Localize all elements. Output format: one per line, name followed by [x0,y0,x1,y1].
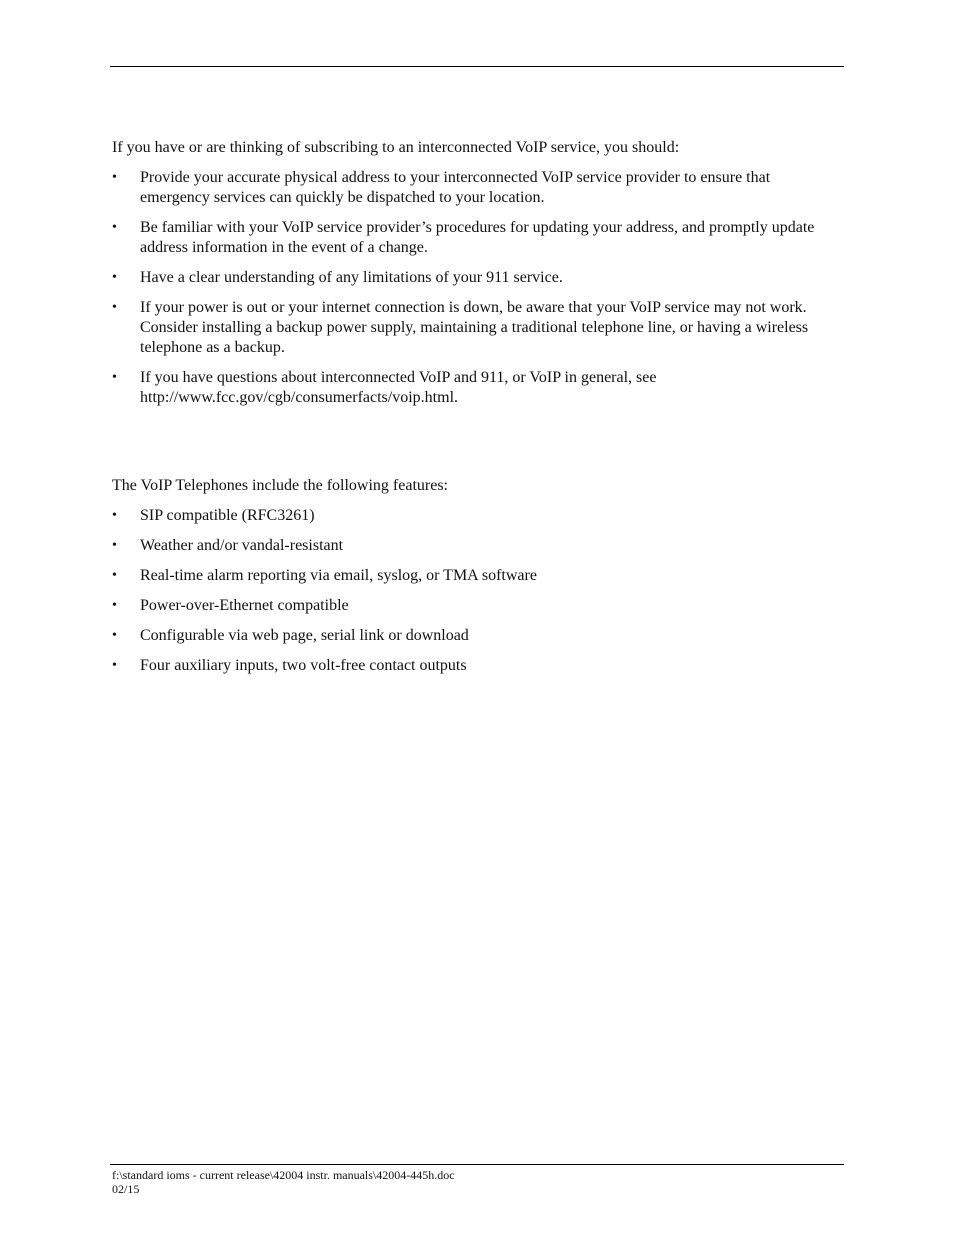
bullet-icon: • [112,658,117,673]
bullet-icon: • [112,628,117,643]
footer-rule [110,1164,844,1165]
list-item: • Weather and/or vandal-resistant [112,537,344,554]
page-footer [112,1168,455,1196]
bullet-icon: • [112,270,117,285]
bullet-icon: • [112,170,117,185]
list-item: • Provide your accurate physical address to your interconnected VoIP service provider to ensure that emergency services can quickly be dispatched to your location. [112,169,771,206]
bullet-icon: • [112,568,117,583]
bullet-icon: • [112,538,117,553]
list-item: • Power-over-Ethernet compatible [112,597,349,614]
bullet-icon: • [112,300,117,315]
list-item: • Have a clear understanding of any limitations of your 911 service. [112,269,563,286]
list-item: • Be familiar with your VoIP service provider’s procedures for updating your address, and promptly update address information in the event of a change. [112,219,815,256]
features-intro: The VoIP Telephones include the following features: [112,477,448,494]
footer-date: 02/15 [112,1182,140,1196]
bullet-icon: • [112,220,117,235]
list-item: • If you have questions about interconnected VoIP and 911, or VoIP in general, see http://www.fcc.gov/cgb/consumerfacts/voip.html. [112,369,657,406]
list-item: • If your power is out or your internet connection is down, be aware that your VoIP service may not work. Consider installing a backup power supply, maintaining a traditional telephone line, or having a wireless telephone as a backup. [112,299,809,356]
list-item: • Configurable via web page, serial link or download [112,627,469,644]
features-section [112,476,842,686]
bullet-icon: • [112,508,117,523]
header-rule [110,66,844,67]
bullet-icon: • [112,370,117,385]
list-item: • Four auxiliary inputs, two volt-free contact outputs [112,657,467,674]
footer-file-path: f:\standard ioms - current release\42004 instr. manuals\42004-445h.doc [112,1168,455,1182]
voip-advice-intro: If you have or are thinking of subscribing to an interconnected VoIP service, you should: [112,139,680,156]
voip-advice-list [112,168,842,408]
voip-advice-section [112,138,842,418]
features-list [112,506,842,676]
bullet-icon: • [112,598,117,613]
list-item: • Real-time alarm reporting via email, syslog, or TMA software [112,567,537,584]
list-item: • SIP compatible (RFC3261) [112,507,315,524]
